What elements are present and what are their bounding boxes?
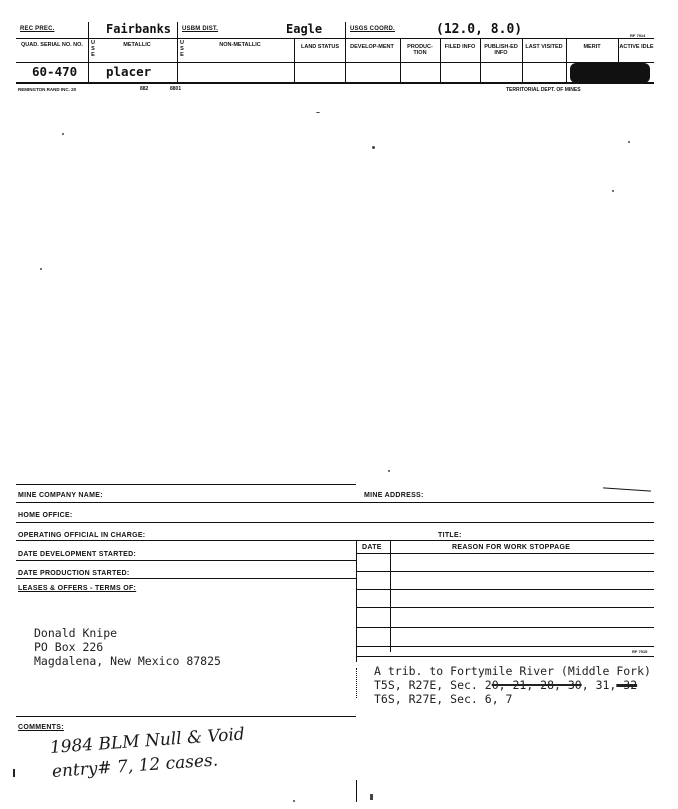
redaction-block: [570, 63, 650, 83]
printer-info: REMINGTON RAND INC. 20: [18, 87, 77, 92]
usgs-coord-value: (12.0, 8.0): [436, 22, 523, 37]
col-published-info: PUBLISH-ED INFO: [484, 44, 518, 56]
comment-handwritten-line-2: entry# 7, 12 cases.: [51, 750, 219, 782]
printer-code-2: 8801: [170, 86, 182, 92]
owner-city: Magdalena, New Mexico 87825: [34, 654, 221, 668]
territorial-dept: TERRITORIAL DEPT. OF MINES: [506, 87, 581, 93]
col-active-idle: ACTIVE IDLE: [619, 44, 654, 50]
usgs-coord-label: USGS COORD.: [350, 26, 395, 32]
col-use-1: U S E: [91, 40, 95, 58]
printer-code-1: 882: [140, 86, 149, 92]
comment-handwritten-line-1: 1984 BLM Null & Void: [49, 724, 246, 758]
metallic-value: placer: [106, 64, 152, 79]
date-col-header: DATE: [362, 544, 382, 551]
location-line-1: A trib. to Fortymile River (Middle Fork): [374, 664, 651, 678]
col-filed-info: FILED INFO: [444, 44, 476, 50]
location-line-2-struck-2: 32: [616, 678, 638, 692]
rec-prec-value: Fairbanks: [106, 22, 172, 36]
col-metallic: METALLIC: [123, 42, 151, 48]
rec-prec-label: REC PREC.: [20, 26, 55, 32]
col-merit: MERIT: [583, 44, 601, 50]
col-land-status: LAND STATUS: [301, 44, 339, 50]
location-line-3: T6S, R27E, Sec. 6, 7: [374, 692, 513, 706]
date-development-label: DATE DEVELOPMENT STARTED:: [18, 551, 137, 558]
home-office-label: HOME OFFICE:: [18, 512, 73, 519]
location-line-2-struck: 0, 21, 28, 30: [491, 678, 582, 692]
leases-offers-label: LEASES & OFFERS - TERMS OF:: [18, 585, 137, 592]
mine-company-label: MINE COMPANY NAME:: [18, 492, 103, 499]
operating-official-label: OPERATING OFFICIAL IN CHARGE:: [18, 532, 146, 539]
comments-label: COMMENTS:: [18, 724, 64, 731]
form-number: RF 7914: [630, 33, 646, 38]
serial-value: 60-470: [32, 64, 78, 79]
title-label: TITLE:: [438, 532, 462, 539]
col-non-metallic: NON-METALLIC: [219, 42, 261, 48]
location-line-2: [374, 678, 637, 692]
owner-box: PO Box 226: [34, 640, 104, 654]
col-production: PRODUC-TION: [407, 44, 433, 56]
date-production-label: DATE PRODUCTION STARTED:: [18, 570, 130, 577]
col-last-visited: LAST VISITED: [525, 44, 563, 50]
owner-name: Donald Knipe: [34, 626, 118, 640]
mine-address-label: MINE ADDRESS:: [364, 492, 424, 499]
form-number-2: RF 7915: [632, 649, 648, 654]
col-quad-serial: QUAD. SERIAL NO. NO.: [21, 42, 83, 48]
col-use-2: U S E: [180, 40, 184, 58]
usbm-dist-label: USBM DIST.: [182, 26, 219, 32]
location-line-2-prefix: T5S, R27E, Sec. 2: [374, 678, 492, 692]
location-line-2-mid: , 31,: [581, 678, 617, 692]
reason-col-header: REASON FOR WORK STOPPAGE: [452, 544, 571, 551]
col-development: DEVELOP-MENT: [350, 44, 394, 50]
usbm-dist-value: Eagle: [286, 22, 323, 36]
